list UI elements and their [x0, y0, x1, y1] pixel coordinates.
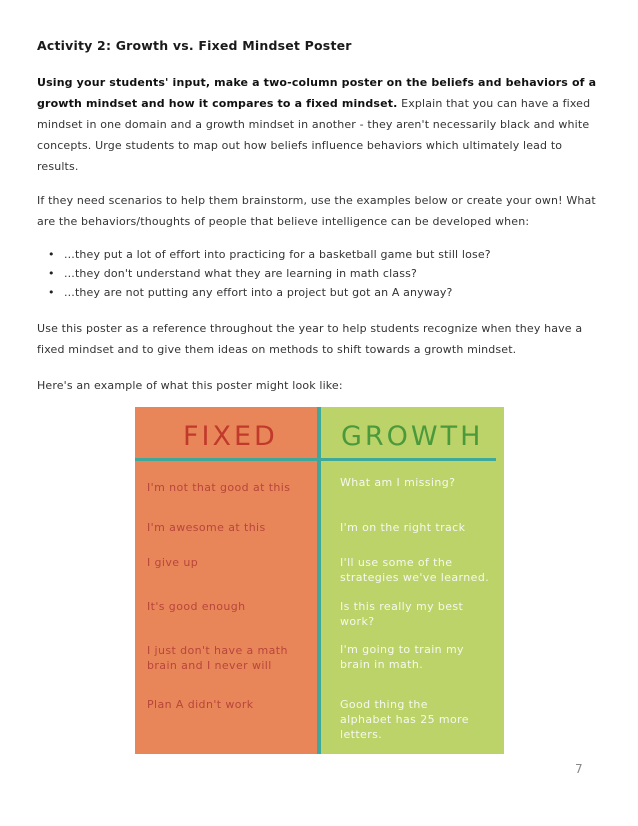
- list-item: • ...they put a lot of effort into practicing for a basketball game but still lose?: [48, 245, 608, 264]
- reference-paragraph: Use this poster as a reference throughout the year to help students recognize when they have a fixed mindset and to give them ideas on methods to shift towards a growth mindset.: [37, 322, 583, 356]
- list-item: • ...they don't understand what they are learning in math class?: [48, 264, 608, 283]
- growth-heading: GROWTH: [341, 421, 484, 452]
- intro-paragraph: [37, 72, 607, 177]
- scenario-paragraph: If they need scenarios to help them brainstorm, use the examples below or create your own! What are the behaviors/thoughts of people that believe intelligence can be developed when:: [37, 194, 596, 228]
- growth-item: What am I missing?: [340, 476, 456, 489]
- growth-item: Good thing the alphabet has 25 more letters.: [340, 698, 469, 741]
- fixed-heading: FIXED: [183, 421, 278, 452]
- growth-item: Is this really my best work?: [340, 600, 464, 628]
- fixed-item: I'm awesome at this: [147, 521, 266, 534]
- fixed-item: I'm not that good at this: [147, 481, 291, 494]
- intro-text: Explain that you can have a fixed mindset in one domain and a growth mindset in another - they aren't necessarily black and white concepts. Urge students to map out how beliefs influence behaviors which ultimately lead to results.: [37, 97, 591, 173]
- scenario-list: [48, 245, 608, 302]
- example-intro: Here's an example of what this poster might look like:: [37, 379, 343, 392]
- fixed-item: Plan A didn't work: [147, 698, 254, 711]
- growth-item: I'll use some of the strategies we've learned.: [340, 556, 490, 584]
- mindset-poster: [135, 407, 504, 754]
- heading-divider: [135, 458, 496, 461]
- page-number: 7: [575, 762, 583, 776]
- growth-item: I'm going to train my brain in math.: [340, 643, 464, 671]
- fixed-item: It's good enough: [147, 600, 246, 613]
- fixed-item: I just don't have a math brain and I never will: [147, 644, 288, 672]
- activity-title: Activity 2: Growth vs. Fixed Mindset Poster: [37, 38, 352, 53]
- intro-bold-text: Using your students' input, make a two-column poster on the beliefs and behaviors of a growth mindset and how it compares to a fixed mindset.: [37, 76, 597, 110]
- fixed-item: I give up: [147, 556, 199, 569]
- list-item: • ...they are not putting any effort into a project but got an A anyway?: [48, 283, 608, 302]
- growth-item: I'm on the right track: [340, 521, 466, 534]
